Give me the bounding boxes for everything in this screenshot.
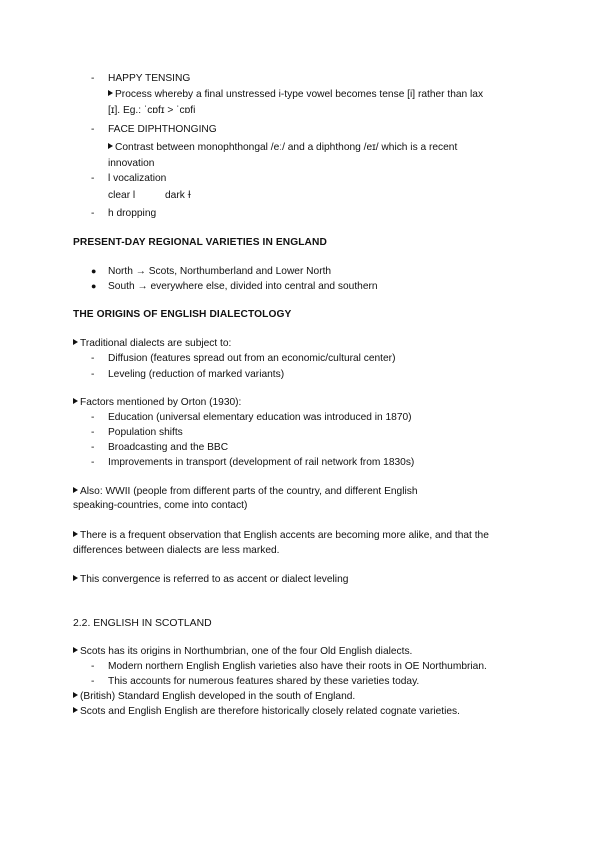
list-dash: - — [91, 457, 95, 468]
face-diphthonging-desc: Contrast between monophthongal /eː/ and a diphthong /eɪ/ which is a recent — [108, 141, 457, 154]
l-vocalization-title: l vocalization — [108, 173, 167, 184]
triangle-bullet-icon — [73, 339, 78, 345]
scotland-sub-item-modern: Modern northern English English varieties also have their roots in OE Northumbrian. — [108, 661, 487, 672]
traditional-item-diffusion: Diffusion (features spread out from an economic/cultural center) — [108, 353, 396, 364]
face-diphthonging-title: FACE DIPHTHONGING — [108, 124, 217, 135]
happy-tensing-example: [ɪ]. Eg.: ˈcɒfɪ > ˈcɒfi — [108, 105, 196, 116]
list-dash: - — [91, 173, 95, 184]
triangle-bullet-icon — [108, 90, 113, 96]
triangle-bullet-icon — [108, 143, 113, 149]
triangle-bullet-icon — [73, 531, 78, 537]
section-heading-regional: PRESENT-DAY REGIONAL VARIETIES IN ENGLAND — [73, 237, 327, 248]
list-dash: - — [91, 353, 95, 364]
list-dot: ● — [91, 281, 97, 291]
list-dash: - — [91, 676, 95, 687]
triangle-bullet-icon — [73, 692, 78, 698]
regional-item-south: South → everywhere else, divided into central and southern — [108, 281, 378, 292]
list-dash: - — [91, 369, 95, 380]
happy-tensing-desc: Process whereby a final unstressed i-type vowel becomes tense [i] rather than lax — [108, 88, 483, 101]
triangle-bullet-icon — [73, 487, 78, 493]
list-dash: - — [91, 124, 95, 135]
face-diphthonging-desc-cont: innovation — [108, 158, 155, 169]
h-dropping-title: h dropping — [108, 208, 157, 219]
traditional-dialects-intro: Traditional dialects are subject to: — [73, 337, 231, 350]
frequent-observation-paragraph-cont: differences between dialects are less marked. — [73, 545, 280, 556]
frequent-observation-paragraph: There is a frequent observation that English accents are becoming more alike, and that the — [73, 529, 489, 542]
scots-origin-paragraph: Scots has its origins in Northumbrian, one of the four Old English dialects. — [73, 645, 412, 658]
also-wwii-paragraph: Also: WWII (people from different parts of the country, and different English — [73, 485, 418, 498]
list-dash: - — [91, 661, 95, 672]
standard-english-paragraph: (British) Standard English developed in the south of England. — [73, 690, 355, 703]
l-dark-label: dark ɫ — [165, 190, 191, 201]
orton-item-broadcasting: Broadcasting and the BBC — [108, 442, 229, 453]
convergence-paragraph: This convergence is referred to as accent or dialect leveling — [73, 573, 348, 586]
orton-item-transport: Improvements in transport (development of rail network from 1830s) — [108, 457, 415, 468]
traditional-item-leveling: Leveling (reduction of marked variants) — [108, 369, 285, 380]
list-dash: - — [91, 73, 95, 84]
triangle-bullet-icon — [73, 398, 78, 404]
l-clear-label: clear l — [108, 190, 136, 201]
also-wwii-paragraph-cont: speaking-countries, come into contact) — [73, 500, 248, 511]
happy-tensing-title: HAPPY TENSING — [108, 73, 191, 84]
section-heading-scotland: 2.2. ENGLISH IN SCOTLAND — [73, 618, 212, 629]
orton-item-education: Education (universal elementary education was introduced in 1870) — [108, 412, 412, 423]
regional-item-north: North → Scots, Northumberland and Lower North — [108, 266, 332, 277]
triangle-bullet-icon — [73, 647, 78, 653]
scotland-sub-item-features: This accounts for numerous features shared by these varieties today. — [108, 676, 420, 687]
triangle-bullet-icon — [73, 575, 78, 581]
orton-item-population: Population shifts — [108, 427, 183, 438]
list-dash: - — [91, 427, 95, 438]
list-dot: ● — [91, 266, 97, 276]
triangle-bullet-icon — [73, 707, 78, 713]
section-heading-origins: THE ORIGINS OF ENGLISH DIALECTOLOGY — [73, 309, 292, 320]
list-dash: - — [91, 208, 95, 219]
list-dash: - — [91, 442, 95, 453]
orton-factors-intro: Factors mentioned by Orton (1930): — [73, 396, 241, 409]
list-dash: - — [91, 412, 95, 423]
cognate-varieties-paragraph: Scots and English English are therefore historically closely related cognate varieties. — [73, 705, 460, 718]
